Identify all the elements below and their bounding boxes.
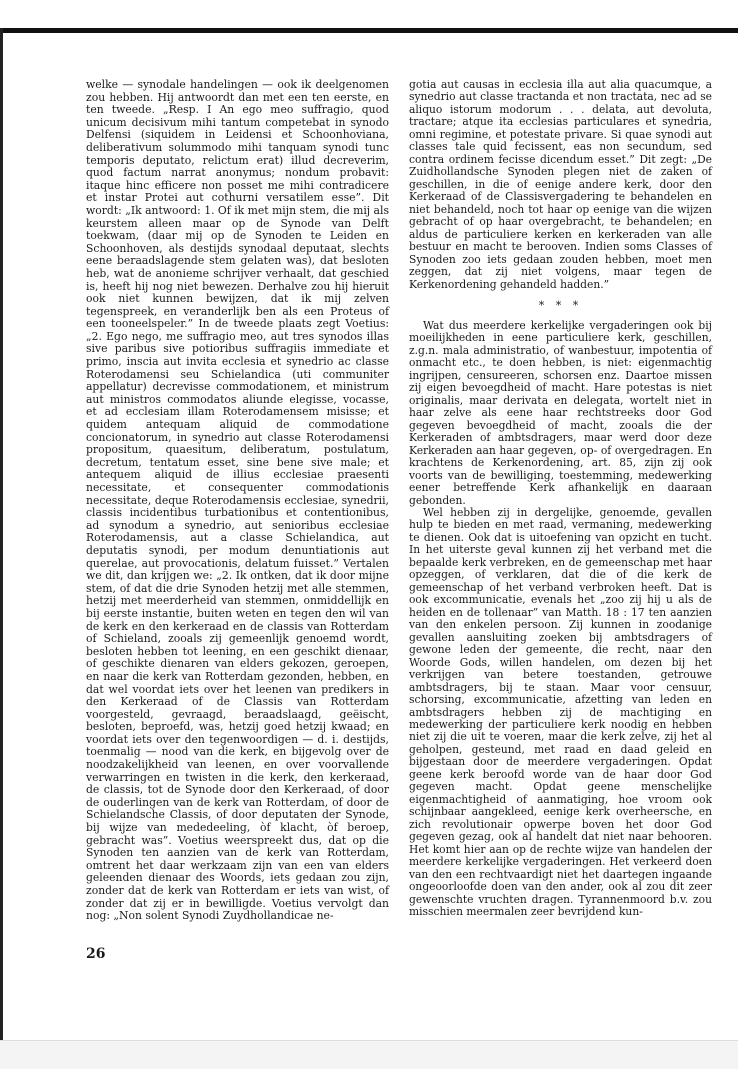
right-paragraph-2: Wat dus meerdere kerkelijke vergaderingen ook bij moeilijkheden in eene particuliere kerk, geschillen, z.g.n. mala administratio, of wanbestuur, impotentia of onmacht etc., te doen hebben, is niet: eigenmachtig ingrijpen, censureeren, schorsen enz. Daartoe missen zij eigen bevoegdheid of macht. Hare potestas is niet originalis, maar derivata en delegata, wortelt niet in haar zelve als eene haar rechtstreeks door God gegeven bevoegdheid of macht, zooals die der Kerkeraden of ambtsdragers, maar werd door deze Kerkeraden aan haar gegeven, op- of overgedragen. En krachtens de Kerkenordening, art. 85, zijn zij ook voorts van de bewilliging, toestemming, medewerking eener betreffende Kerk afhankelijk en daaraan gebonden. — [409, 318, 712, 507]
document-page — [86, 79, 718, 979]
right-paragraph-1: gotia aut causas in ecclesia illa aut alia quacumque, a synedrio aut classe tractanda et non tractata, nec ad se aliquo istorum modorum . . . delata, aut devoluta, tractare; atque ita ecclesias particulares et synedria, omni regimine, et potestate privare. Si quae synodi aut classes tale quid fecissent, eas non secundum, sed contra ordinem fecisse dicendum esset.” Dit zegt: „De Zuidhollandsche Synoden plegen niet de zaken of geschillen, in die of eenige andere kerk, door den Kerkeraad of de Classisvergadering te behandelen en niet behandeld, noch tot haar op eenige van die wijzen gebracht of op haar overgebracht, te behandelen; en aldus de particuliere kerken en kerkeraden van alle bestuur en macht te berooven. Indien soms Classes of Synoden zoo iets gedaan zouden hebben, moet men zeggen, dat zij niet volgens, maar tegen de Kerkenordening gehandeld hadden.” — [409, 78, 712, 291]
left-column — [86, 79, 389, 923]
scan-left-edge — [0, 28, 3, 1068]
section-break: * * * — [538, 298, 583, 312]
page-number: 26 — [86, 946, 106, 962]
right-column — [409, 79, 712, 918]
right-paragraph-3: Wel hebben zij in dergelijke, genoemde, gevallen hulp te bieden en met raad, vermaning, medewerking te dienen. Ook dat is uitoefening van opzicht en tucht. In het uiterste geval kunnen zij het verband met die bepaalde kerk verbreken, en de gemeenschap met haar opzeggen, of verklaren, dat die of die kerk de gemeenschap of het verband verbroken heeft. Dat is ook excommunicatie, evenals het „zoo zij hij u als de heiden en de tollenaar” van Matth. 18 : 17 ten aanzien van den enkelen persoon. Zij kunnen in zoodanige gevallen aansluiting zoeken bij ambtsdragers of gewone leden der gemeente, die recht, naar den Woorde Gods, willen handelen, om dezen bij het verkrijgen van betere toestanden, getrouwe ambtsdragers, bij te staan. Maar voor censuur, schorsing, excommunicatie, afzetting van leden en ambtsdragers hebben zij de machtiging en medewerking der particuliere kerk noodig en hebben niet zij die uit te voeren, maar die kerk zelve, zij het al geholpen, gesteund, met raad en daad geleid en bijgestaan door de meerdere vergaderingen. Opdat geene kerk beroofd worde van de haar door God gegeven macht. Opdat geene menschelijke eigenmachtigheid of aanmatiging, hoe vroom ook schijnbaar aangekleed, eenige kerk overheersche, en zich revolutionair opwerpe boven het door God gegeven gezag, ook al handelt dat niet naar behooren. Het komt hier aan op de rechte wijze van handelen der meerdere kerkelijke vergaderingen. Het verkeerd doen van den een rechtvaardigt niet het daartegen ingaande ongeoorloofde doen van den ander, ook al zou dit zeer gewenschte vruchten dragen. Tyrannenmoord b.v. zou misschien meermalen zeer bevrijdend kun- — [409, 506, 712, 918]
left-paragraph: welke — synodale handelingen — ook ik deelgenomen zou hebben. Hij antwoordt dan met een ten eerste, en ten tweede. „Resp. I An ego meo suffragio, quod unicum decisivum mihi tantum competebat in synodo Delfensi (siquidem in Leidensi et Schoonhoviana, deliberativum solummodo mihi tanquam synodi tunc temporis deputato, relictum erat) illud decreverim, quod factum narrat anonymus; nondum probavit: itaque hinc efficere non posset me mihi contradicere et instar Protei aut cothurni versatilem esse”. Dit wordt: „Ik antwoord: 1. Of ik met mijn stem, die mij als keurstem alleen maar op de Synode van Delft toekwam, (daar mij op de Synoden te Leiden en Schoonhoven, als destijds synodaal deputaat, slechts eene beraadslagende stem gelaten was), dat besloten heb, wat de anonieme schrijver verhaalt, dat geschied is, heeft hij nog niet bewezen. Derhalve zou hij hieruit ook niet kunnen bewijzen, dat ik mij zelven tegenspreek, en veranderlijk ben als een Proteus of een tooneelspeler.” In de tweede plaats zegt Voetius: „2. Ego nego, me suffragio meo, aut tres synodos illas sive paribus sive potioribus suffragiis immediate et primo, inscia aut invita ecclesia et synedrio ac classe Roterodamensi seu Schielandica (uti communiter appellatur) decrevisse commodationem, et ministrum aut ministros commodatos aliunde elegisse, vocasse, et ad ecclesiam illam Roterodamensem misisse; et quidem antequam aliquid de commodatione concionatorum, in synedrio aut classe Roterodamensi propositum, quaesitum, deliberatum, postulatum, decretum, tentatum esset, sine bene sive male; et antequem aliquid de illius ecclesiae praesenti necessitate, et consequenter commodationis necessitate, deque Roterodamensis ecclesiae, synedrii, classis incidentibus turbationibus et contentionibus, ad synodum a synedrio, aut senioribus ecclesiae Roterodamensis, aut a classe Schielandica, aut deputatis synodi, per modum denuntiationis aut querelae, aut provocationis, delatum fuisset.” Vertalen we dit, dan krijgen we: „2. Ik ontken, dat ik door mijne stem, of dat die drie Synoden hetzij met alle stemmen, hetzij met meerderheid van stemmen, onmiddellijk en bij eerste instantie, buiten weten en tegen den wil van de kerk en den kerkeraad en de classis van Rotterdam of Schieland, zooals zij gemeenlijk genoemd wordt, besloten hebben tot leening, en een geschikt dienaar, of geschikte dienaren van elders gekozen, geroepen, en naar die kerk van Rotterdam gezonden, hebben, en dat wel voordat iets over het leenen van predikers in den Kerkeraad of de Classis van Rotterdam voorgesteld, gevraagd, beraadslaagd, geëischt, besloten, beproefd, was, hetzij goed hetzij kwaad; en voordat iets over den tegenwoordigen — d. i. destijds, toenmalig — nood van die kerk, en bijgevolg over de noodzakelijkheid van leenen, en over voorvallende verwarringen en twisten in die kerk, den kerkeraad, de classis, tot de Synode door den Kerkeraad, of door de ouderlingen van de kerk van Rotterdam, of door de Schielandsche Classis, of door deputaten der Synode, bij wijze van mededeeling, òf klacht, òf beroep, gebracht was”. Voetius weerspreekt dus, dat op die Synoden ten aanzien van de kerk van Rotterdam, omtrent het daar werkzaam zijn van een van elders geleenden dienaar des Woords, iets gedaan zou zijn, zonder dat de kerk van Rotterdam er iets van wist, of zonder dat zij er in bewilligde. Voetius vervolgt dan nog: „Non solent Synodi Zuydhollandicae ne- — [86, 78, 389, 923]
scan-bottom-margin — [0, 1040, 738, 1069]
scan-top-edge — [0, 28, 738, 33]
